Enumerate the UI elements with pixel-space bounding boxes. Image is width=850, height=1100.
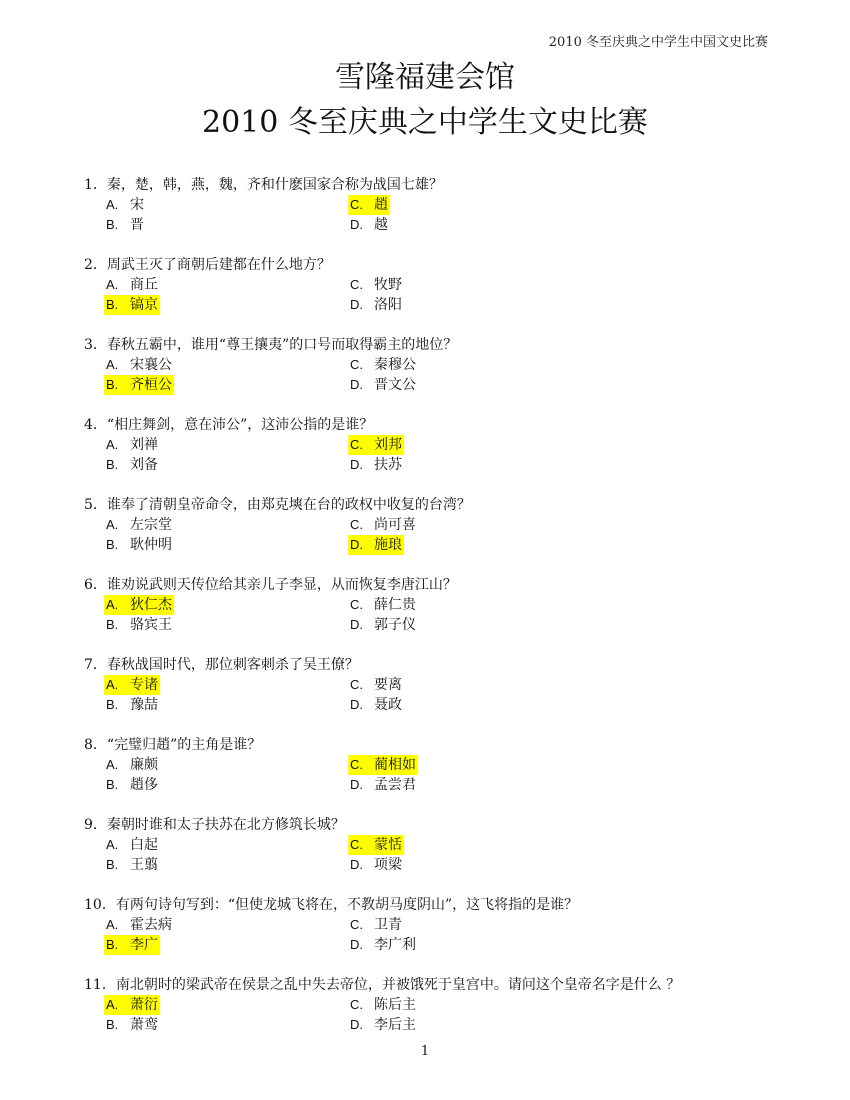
option-letter: A. <box>106 597 119 612</box>
option-text: 秦穆公 <box>374 357 416 373</box>
option-letter: B. <box>106 1017 119 1032</box>
option-letter: D. <box>350 777 363 792</box>
answer-option <box>106 215 144 235</box>
question-text: 5．谁奉了清朝皇帝命令，由郑克塽在台的政权中收复的台湾？ <box>84 497 471 513</box>
answer-option <box>104 295 160 315</box>
answer-option <box>106 615 172 635</box>
running-header: 2010 冬至庆典之中学生中国文史比赛 <box>548 35 768 50</box>
option-letter: D. <box>350 457 363 472</box>
question-block <box>84 815 784 875</box>
option-row <box>84 675 784 695</box>
option-text: 齐桓公 <box>130 377 172 393</box>
option-text: 陈后主 <box>374 997 416 1013</box>
page-title-line1: 雪隆福建会馆 <box>335 60 515 95</box>
answer-option <box>106 515 172 535</box>
option-text: 趙 <box>374 197 388 213</box>
answer-option <box>106 695 158 715</box>
option-row <box>84 595 784 615</box>
answer-option <box>350 275 402 295</box>
answer-option <box>350 855 402 875</box>
option-letter: A. <box>106 997 119 1012</box>
question-text: 6．谁劝说武则天传位给其亲儿子李显，从而恢复李唐江山？ <box>84 577 457 593</box>
option-letter: C. <box>350 437 363 452</box>
answer-option <box>106 835 158 855</box>
option-letter: B. <box>106 777 119 792</box>
answer-option <box>350 995 416 1015</box>
option-row <box>84 275 784 295</box>
option-text: 宋襄公 <box>130 357 172 373</box>
option-letter: D. <box>350 937 363 952</box>
option-letter: A. <box>106 517 119 532</box>
question-block <box>84 175 784 235</box>
answer-option <box>106 855 158 875</box>
question-block <box>84 335 784 395</box>
option-letter: A. <box>106 917 119 932</box>
option-letter: A. <box>106 277 119 292</box>
option-text: 要离 <box>374 677 402 693</box>
question-block <box>84 415 784 475</box>
option-text: 晋 <box>130 217 144 233</box>
question-block <box>84 735 784 795</box>
option-letter: B. <box>106 377 119 392</box>
option-letter: A. <box>106 437 119 452</box>
answer-option <box>106 915 172 935</box>
option-letter: C. <box>350 757 363 772</box>
option-text: 李广 <box>130 937 158 953</box>
option-row <box>84 355 784 375</box>
option-row <box>84 615 784 635</box>
option-letter: D. <box>350 617 363 632</box>
question-block <box>84 975 784 1035</box>
answer-option <box>350 215 388 235</box>
answer-option <box>106 275 158 295</box>
option-row <box>84 535 784 555</box>
page-title-line2: 2010 冬至庆典之中学生文史比赛 <box>202 105 648 140</box>
option-text: 牧野 <box>374 277 402 293</box>
question-block <box>84 255 784 315</box>
option-text: 蒙恬 <box>374 837 402 853</box>
option-text: 刘禅 <box>130 437 158 453</box>
option-text: 廉颇 <box>130 757 158 773</box>
option-text: 骆宾王 <box>130 617 172 633</box>
option-text: 聂政 <box>374 697 402 713</box>
answer-option <box>106 435 158 455</box>
answer-option <box>106 755 158 775</box>
question-text: 4．“相庄舞剑，意在沛公”，这沛公指的是谁？ <box>84 417 374 433</box>
answer-option <box>350 515 416 535</box>
answer-option <box>348 755 418 775</box>
option-text: 左宗堂 <box>130 517 172 533</box>
option-letter: B. <box>106 617 119 632</box>
option-text: 刘邦 <box>374 437 402 453</box>
answer-option <box>104 675 160 695</box>
option-text: 霍去病 <box>130 917 172 933</box>
option-letter: B. <box>106 697 119 712</box>
option-letter: B. <box>106 457 119 472</box>
option-text: 洛阳 <box>374 297 402 313</box>
answer-option <box>104 935 160 955</box>
option-text: 蔺相如 <box>374 757 416 773</box>
option-row <box>84 995 784 1015</box>
answer-option <box>106 535 172 555</box>
question-block <box>84 895 784 955</box>
answer-option <box>350 915 402 935</box>
answer-option <box>350 1015 416 1035</box>
question-block <box>84 495 784 555</box>
option-letter: D. <box>350 217 363 232</box>
answer-option <box>104 375 174 395</box>
option-row <box>84 295 784 315</box>
answer-option <box>348 535 404 555</box>
answer-option <box>106 775 158 795</box>
answer-option <box>350 775 416 795</box>
option-row <box>84 755 784 775</box>
option-letter: C. <box>350 677 363 692</box>
answer-option <box>106 355 172 375</box>
option-letter: B. <box>106 857 119 872</box>
option-text: 李后主 <box>374 1017 416 1033</box>
option-letter: C. <box>350 837 363 852</box>
question-text: 3．春秋五霸中，谁用“尊王攘夷”的口号而取得霸主的地位？ <box>84 337 458 353</box>
option-letter: B. <box>106 217 119 232</box>
option-text: 李广利 <box>374 937 416 953</box>
option-letter: D. <box>350 537 363 552</box>
answer-option <box>348 435 404 455</box>
answer-option <box>350 375 416 395</box>
option-letter: C. <box>350 997 363 1012</box>
option-text: 专诸 <box>130 677 158 693</box>
option-letter: B. <box>106 537 119 552</box>
option-row <box>84 775 784 795</box>
answer-option <box>104 595 174 615</box>
option-text: 刘备 <box>130 457 158 473</box>
option-text: 萧鸾 <box>130 1017 158 1033</box>
option-letter: D. <box>350 697 363 712</box>
option-row <box>84 215 784 235</box>
option-letter: A. <box>106 357 119 372</box>
page-number: 1 <box>420 1044 430 1059</box>
option-text: 施琅 <box>374 537 402 553</box>
option-letter: C. <box>350 197 363 212</box>
question-block <box>84 655 784 715</box>
question-text: 7．春秋战国时代，那位刺客刺杀了吴王僚？ <box>84 657 359 673</box>
answer-option <box>348 195 390 215</box>
question-text: 1．秦，楚，韩，燕，魏，齐和什麽国家合称为战国七雄？ <box>84 177 443 193</box>
option-letter: A. <box>106 837 119 852</box>
answer-option <box>350 295 402 315</box>
option-text: 镐京 <box>130 297 158 313</box>
option-row <box>84 855 784 875</box>
option-letter: B. <box>106 297 119 312</box>
option-letter: C. <box>350 917 363 932</box>
option-text: 扶苏 <box>374 457 402 473</box>
option-letter: A. <box>106 197 119 212</box>
option-row <box>84 375 784 395</box>
answer-option <box>350 935 416 955</box>
option-row <box>84 195 784 215</box>
question-text: 10．有两句诗句写到：“但使龙城飞将在，不教胡马度阴山”，这飞将指的是谁？ <box>84 897 579 913</box>
option-letter: C. <box>350 597 363 612</box>
option-letter: B. <box>106 937 119 952</box>
option-text: 耿仲明 <box>130 537 172 553</box>
question-text: 2．周武王灭了商朝后建都在什么地方？ <box>84 257 331 273</box>
option-text: 宋 <box>130 197 144 213</box>
answer-option <box>106 1015 158 1035</box>
answer-option <box>350 675 402 695</box>
option-text: 薛仁贵 <box>374 597 416 613</box>
option-letter: C. <box>350 517 363 532</box>
option-text: 尚可喜 <box>374 517 416 533</box>
answer-option <box>104 995 160 1015</box>
option-letter: D. <box>350 297 363 312</box>
option-text: 狄仁杰 <box>130 597 172 613</box>
option-text: 豫喆 <box>130 697 158 713</box>
option-text: 王翦 <box>130 857 158 873</box>
question-text: 11．南北朝时的梁武帝在侯景之乱中失去帝位，并被饿死于皇宫中。请问这个皇帝名字是什么 ？ <box>84 977 681 993</box>
option-row <box>84 835 784 855</box>
option-letter: C. <box>350 357 363 372</box>
option-letter: D. <box>350 377 363 392</box>
option-letter: C. <box>350 277 363 292</box>
answer-option <box>350 695 402 715</box>
option-text: 白起 <box>130 837 158 853</box>
option-text: 越 <box>374 217 388 233</box>
question-block <box>84 575 784 635</box>
option-text: 晋文公 <box>374 377 416 393</box>
option-text: 萧衍 <box>130 997 158 1013</box>
option-letter: A. <box>106 757 119 772</box>
option-row <box>84 455 784 475</box>
option-row <box>84 695 784 715</box>
question-text: 9．秦朝时谁和太子扶苏在北方修筑长城？ <box>84 817 345 833</box>
answer-option <box>106 195 144 215</box>
answer-option <box>350 355 416 375</box>
option-text: 孟尝君 <box>374 777 416 793</box>
option-text: 卫青 <box>374 917 402 933</box>
option-letter: D. <box>350 857 363 872</box>
option-letter: A. <box>106 677 119 692</box>
question-text: 8．“完璧归趙”的主角是谁？ <box>84 737 262 753</box>
option-text: 趙侈 <box>130 777 158 793</box>
option-text: 商丘 <box>130 277 158 293</box>
option-text: 郭子仪 <box>374 617 416 633</box>
option-text: 项梁 <box>374 857 402 873</box>
answer-option <box>348 835 404 855</box>
option-row <box>84 1015 784 1035</box>
answer-option <box>350 595 416 615</box>
option-row <box>84 435 784 455</box>
answer-option <box>350 455 402 475</box>
answer-option <box>350 615 416 635</box>
option-row <box>84 915 784 935</box>
option-row <box>84 935 784 955</box>
option-letter: D. <box>350 1017 363 1032</box>
option-row <box>84 515 784 535</box>
answer-option <box>106 455 158 475</box>
